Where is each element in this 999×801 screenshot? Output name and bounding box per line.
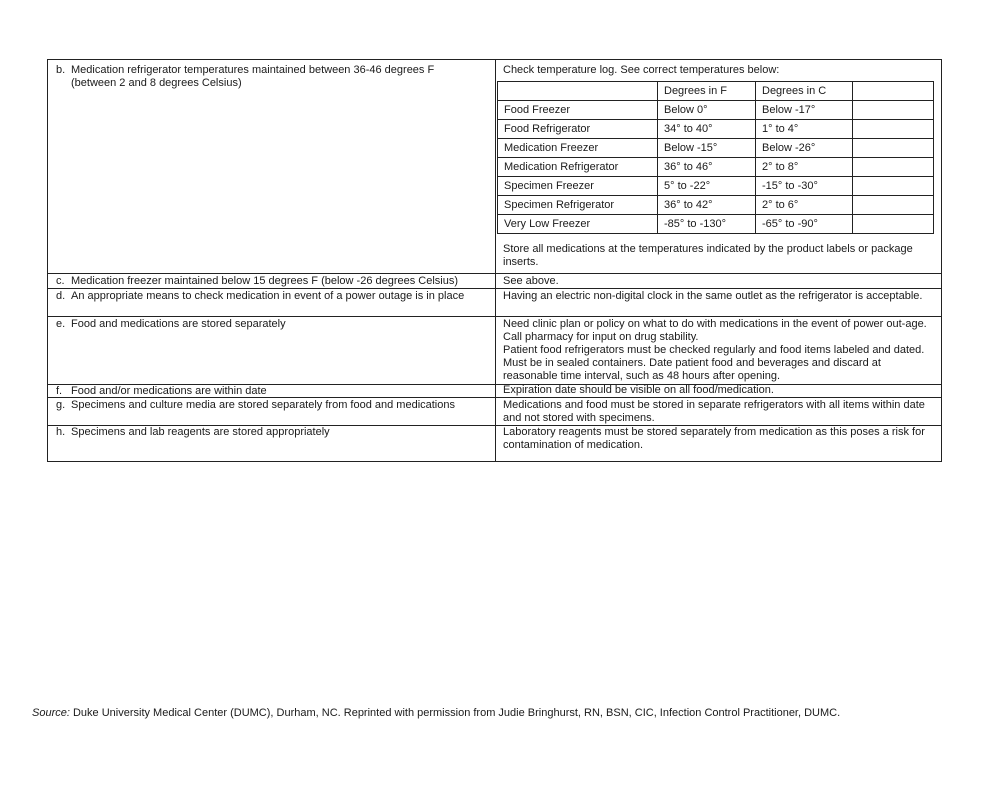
checklist-table — [47, 59, 942, 462]
temp-cell: 1° to 4° — [756, 120, 853, 139]
temp-row — [498, 158, 934, 177]
temp-cell: -15° to -30° — [756, 177, 853, 196]
temp-cell: 36° to 42° — [658, 196, 756, 215]
notes-b-note: Store all medications at the temperatures indicated by the product labels or package inserts. — [503, 243, 913, 268]
item-letter: e. — [56, 318, 66, 330]
criterion-line: (between 2 and 8 degrees Celsius) — [71, 77, 242, 89]
criterion-text — [71, 64, 488, 90]
temp-cell — [853, 158, 934, 177]
temp-header-row — [498, 82, 934, 101]
temp-row — [498, 120, 934, 139]
temp-cell — [853, 196, 934, 215]
item-letter: h. — [56, 426, 66, 438]
temp-row — [498, 139, 934, 158]
temperature-table — [497, 81, 934, 234]
notes-d: Having an electric non-digital clock in the same outlet as the refrigerator is acceptable. — [503, 290, 923, 302]
notes-f: Expiration date should be visible on all food/medication. — [503, 384, 774, 396]
source-credit — [32, 707, 840, 720]
item-letter: f. — [56, 385, 63, 397]
temp-cell: -65° to -90° — [756, 215, 853, 234]
row-divider — [48, 273, 941, 274]
temp-cell: 2° to 6° — [756, 196, 853, 215]
temp-row — [498, 215, 934, 234]
criterion-text: Specimens and culture media are stored separately from food and medications — [71, 399, 455, 411]
temp-cell: 5° to -22° — [658, 177, 756, 196]
row-divider — [48, 397, 941, 398]
row-divider — [48, 316, 941, 317]
temp-cell: 34° to 40° — [658, 120, 756, 139]
criterion-text: Food and/or medications are within date — [71, 385, 267, 397]
criterion-c — [56, 275, 488, 288]
row-divider — [48, 288, 941, 289]
temp-cell: Food Refrigerator — [498, 120, 658, 139]
criterion-text: Food and medications are stored separately — [71, 318, 286, 330]
temp-cell: -85° to -130° — [658, 215, 756, 234]
temp-cell — [498, 82, 658, 101]
criterion-text: Medication freezer maintained below 15 degrees F (below -26 degrees Celsius) — [71, 275, 459, 287]
item-letter: g. — [56, 399, 66, 411]
criterion-d — [56, 290, 488, 303]
source-text: Duke University Medical Center (DUMC), Durham, NC. Reprinted with permission from Judie Bringhurst, RN, BSN, CIC, Infection Control Practitioner, DUMC. — [69, 707, 841, 719]
temp-cell: Below -17° — [756, 101, 853, 120]
temp-row — [498, 101, 934, 120]
item-letter: b. — [56, 64, 66, 76]
temp-cell: Below -15° — [658, 139, 756, 158]
notes-g: Medications and food must be stored in separate refrigerators with all items within date and not stored with specimens. — [503, 399, 925, 424]
temp-cell — [853, 120, 934, 139]
source-label: Source: — [32, 707, 70, 719]
temp-cell — [853, 101, 934, 120]
criterion-line: Medication refrigerator temperatures maintained between 36-46 degrees F — [71, 64, 435, 76]
criterion-g — [56, 399, 488, 412]
temp-cell: Food Freezer — [498, 101, 658, 120]
temp-cell: Medication Freezer — [498, 139, 658, 158]
temp-cell: Medication Refrigerator — [498, 158, 658, 177]
temp-row — [498, 177, 934, 196]
temp-cell — [853, 82, 934, 101]
item-letter: c. — [56, 275, 65, 287]
criterion-h — [56, 426, 488, 439]
temp-cell — [853, 215, 934, 234]
temp-cell: 2° to 8° — [756, 158, 853, 177]
criterion-text: Specimens and lab reagents are stored appropriately — [71, 426, 330, 438]
criterion-e — [56, 318, 488, 331]
notes-c: See above. — [503, 275, 559, 287]
temp-cell: Degrees in F — [658, 82, 756, 101]
temp-cell: Degrees in C — [756, 82, 853, 101]
temp-cell — [853, 139, 934, 158]
column-divider — [495, 60, 496, 461]
temp-cell: Very Low Freezer — [498, 215, 658, 234]
note-paragraph: Need clinic plan or policy on what to do with medications in the event of power out-age. Call pharmacy for input on drug stability. — [503, 318, 927, 343]
notes-b-intro: Check temperature log. See correct temperatures below: — [503, 64, 780, 76]
temp-cell: 36° to 46° — [658, 158, 756, 177]
temp-cell: Specimen Refrigerator — [498, 196, 658, 215]
notes-h: Laboratory reagents must be stored separately from medication as this poses a risk for contamination of medication. — [503, 426, 925, 451]
temp-cell: Specimen Freezer — [498, 177, 658, 196]
temp-cell: Below 0° — [658, 101, 756, 120]
criterion-text: An appropriate means to check medication in event of a power outage is in place — [71, 290, 465, 302]
notes-e — [503, 318, 935, 383]
temp-row — [498, 196, 934, 215]
item-letter: d. — [56, 290, 66, 302]
temp-cell — [853, 177, 934, 196]
criterion-b — [56, 64, 488, 90]
note-paragraph: Patient food refrigerators must be checked regularly and food items labeled and dated. Must be in sealed containers. Date patient food and beverages and discard at reasonable time interval, such as 48 hours after opening. — [503, 344, 925, 382]
temp-cell: Below -26° — [756, 139, 853, 158]
